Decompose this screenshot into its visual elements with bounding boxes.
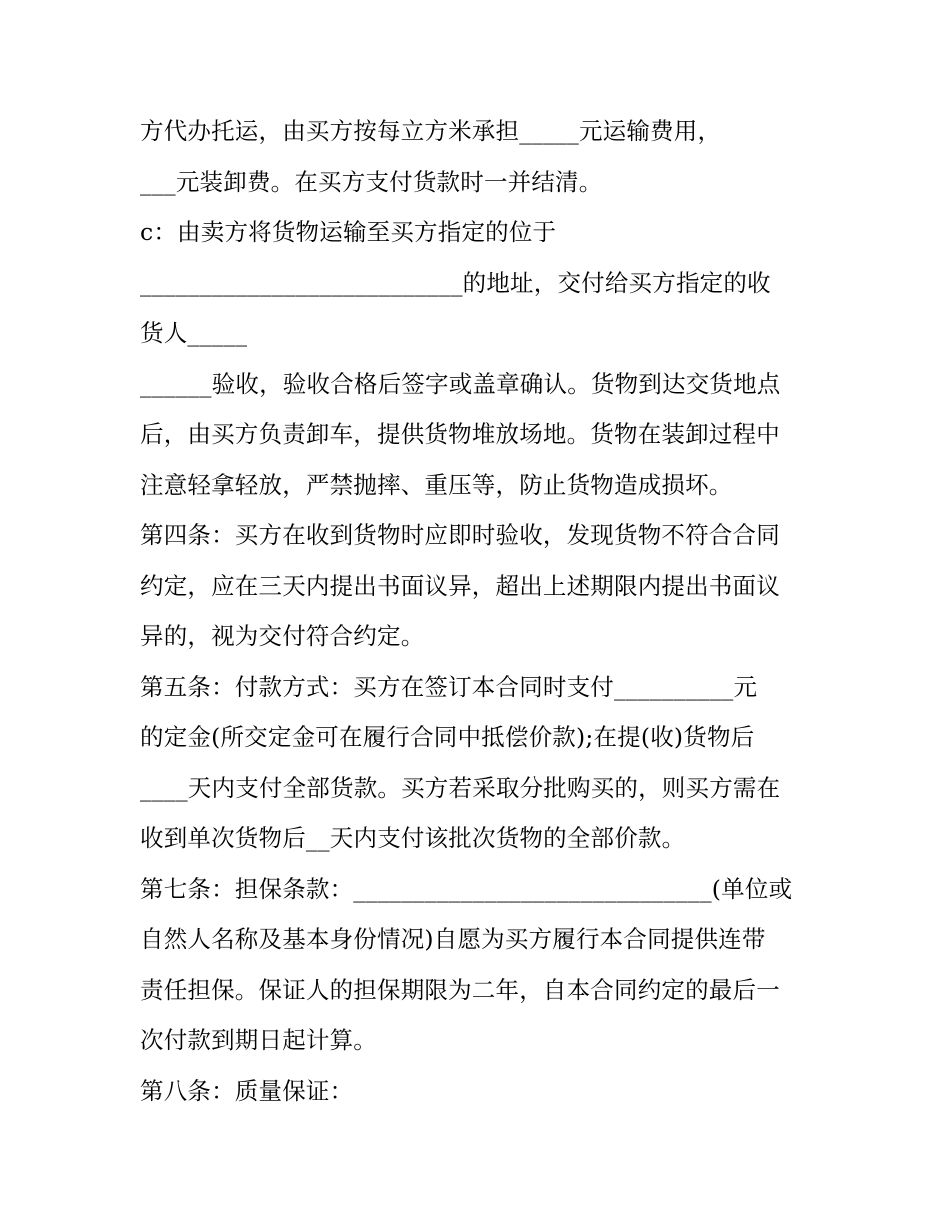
text-line: 货人_____	[140, 319, 248, 347]
article-7-heading-line: 第七条：担保条款：______________________________(单位或	[140, 874, 793, 903]
text-line: ____天内支付全部货款。买方若采取分批购买的，则买方需在	[140, 773, 781, 802]
text-line: 方代办托运，由买方按每立方米承担_____元运输费用，	[140, 117, 722, 145]
text-line: 约定，应在三天内提出书面议异，超出上述期限内提出书面议	[140, 571, 780, 600]
article-4-heading-line: 第四条：买方在收到货物时应即时验收，发现货物不符合合同	[140, 521, 780, 549]
text-line: 异的，视为交付符合约定。	[140, 622, 425, 650]
text-line: 注意轻拿轻放，严禁抛摔、重压等，防止货物造成损坏。	[140, 470, 733, 499]
article-5-heading-line: 第五条：付款方式：买方在签订本合同时支付__________元	[140, 672, 758, 701]
text-line: 自然人名称及基本身份情况)自愿为买方履行本合同提供连带	[140, 925, 766, 953]
text-line: 责任担保。保证人的担保期限为二年，自本合同约定的最后一	[140, 975, 780, 1004]
text-line: ___元装卸费。在买方支付货款时一并结清。	[140, 167, 603, 196]
text-line: ______验收，验收合格后签字或盖章确认。货物到达交货地点	[140, 369, 781, 398]
text-line: 次付款到期日起计算。	[140, 1026, 377, 1054]
text-line: 后，由买方负责卸车，提供货物堆放场地。货物在装卸过程中	[140, 420, 780, 448]
text-line: c：由卖方将货物运输至买方指定的位于	[140, 218, 557, 246]
text-line: ___________________________的地址，交付给买方指定的收	[140, 268, 771, 297]
article-8-heading-line: 第八条：质量保证：	[140, 1076, 354, 1105]
document-body	[140, 106, 820, 1116]
text-line: 的定金(所交定金可在履行合同中抵偿价款);在提(收)货物后	[140, 723, 755, 751]
text-line: 收到单次货物后__天内支付该批次货物的全部价款。	[140, 824, 686, 852]
